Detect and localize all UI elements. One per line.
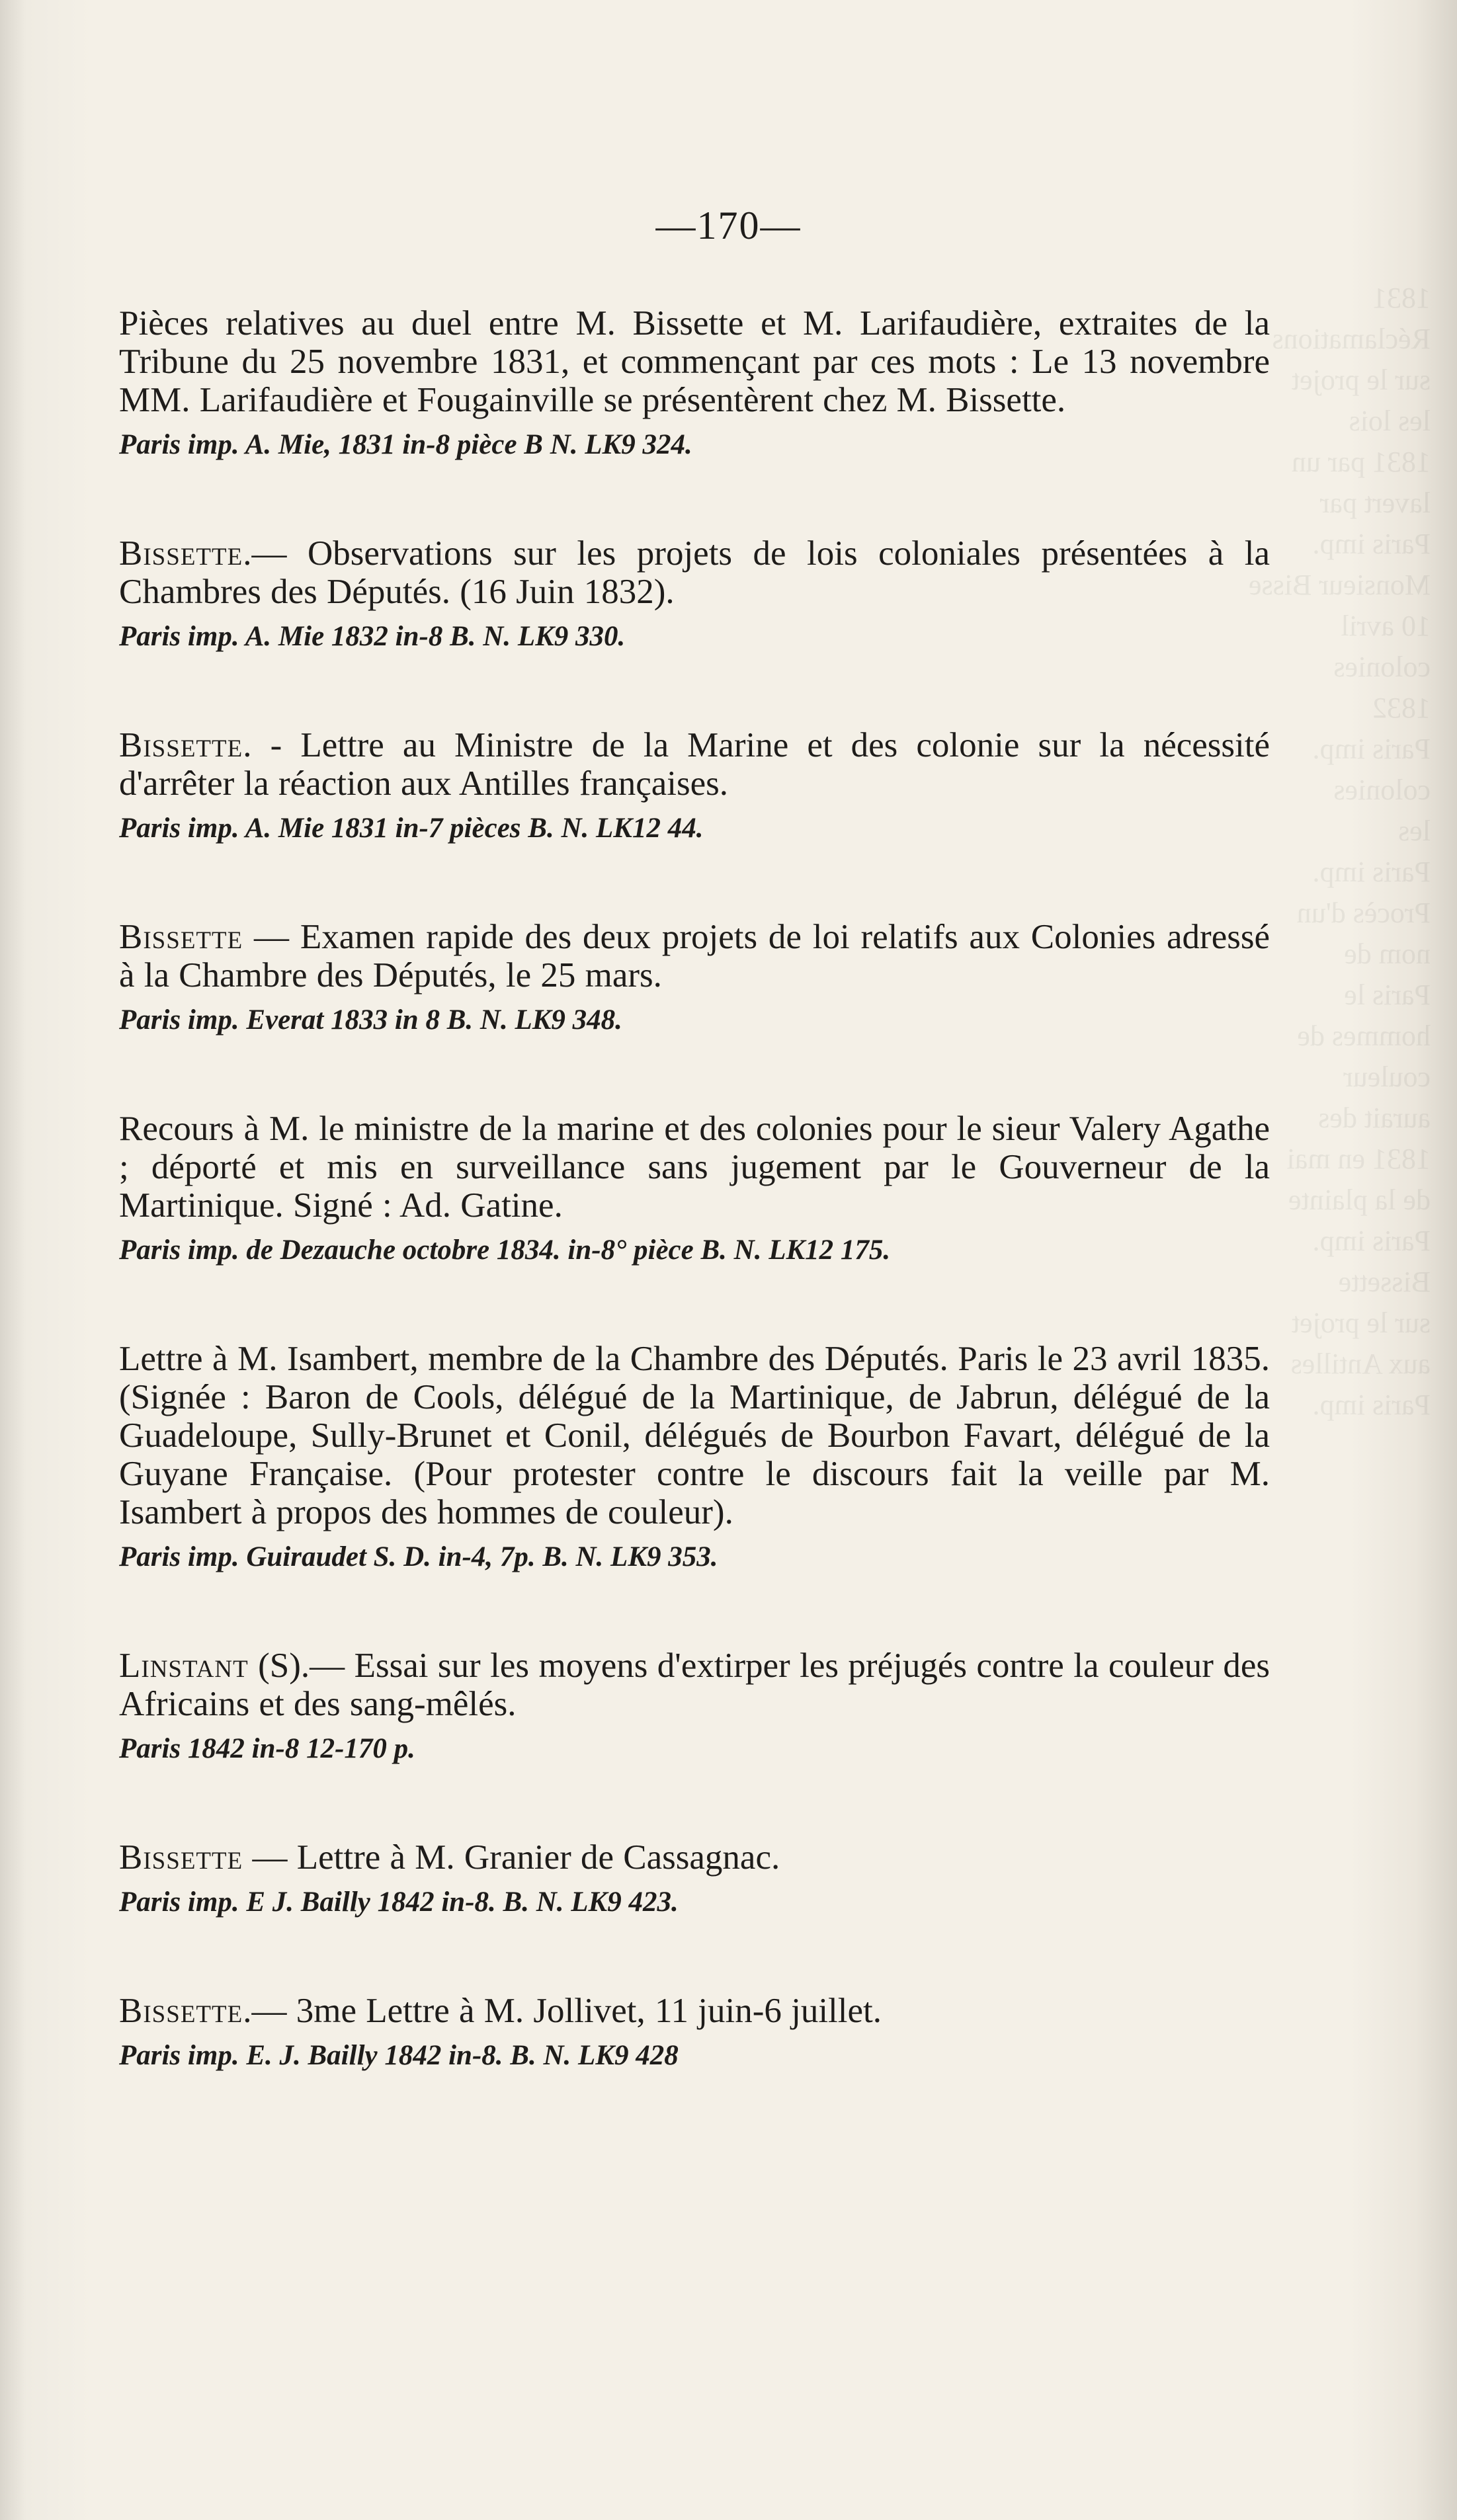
bibliography-entry [119, 304, 1270, 463]
entry-text [119, 1340, 1270, 1531]
entry-description: Lettre à M. Isambert, membre de la Chambre des Députés. Paris le 23 avril 1835. (Signée : Baron de Cools, délégué de la Martinique, de Jabrun, délégué de la Guadeloupe, Sully-Brunet et Conil, délégués de Bourbon Favart, délégué de la Guyane Française. (Pour protester contre le discours fait la veille par M. Isambert à propos des hommes de couleur). [119, 1340, 1270, 1531]
bibliography-list [119, 304, 1270, 2145]
entry-imprint: Paris imp. A. Mie 1831 in-7 pièces B. N. LK12 44. [119, 813, 704, 844]
entry-text [119, 1110, 1270, 1225]
entry-author: Bissette [119, 1838, 243, 1877]
entry-description: — Examen rapide des deux projets de loi relatifs aux Colonies adressé à la Chambre des Députés, le 25 mars. [119, 918, 1270, 995]
entry-text [119, 1992, 1270, 2030]
entry-text [119, 918, 1270, 995]
entry-text [119, 726, 1270, 803]
bibliography-entry [119, 726, 1270, 846]
entry-text [119, 1838, 1270, 1877]
entry-author: Bissette [119, 918, 243, 956]
entry-description: Recours à M. le ministre de la marine et des colonies pour le sieur Valery Agathe ; déporté et mis en surveillance sans jugement par le Gouverneur de la Martinique. Signé : Ad. Gatine. [119, 1110, 1270, 1225]
entry-imprint: Paris imp. Everat 1833 in 8 B. N. LK9 348. [119, 1004, 622, 1036]
entry-description: — Lettre à M. Granier de Cassagnac. [243, 1838, 780, 1877]
entry-author: Linstant [119, 1646, 249, 1685]
show-through-text: 1831 Réclamations sur le projet les lois 1831 par un lavert par Paris imp. Monsieur Bisse 10 avril colonies 1832 Paris imp. colonies les Paris imp. Procès d'un nom de Paris le hommes de couleur aurait des 1831 en mai de la plainte Paris imp. Bissette sur le projet aux Antilles Paris imp. [1249, 282, 1431, 1421]
entry-description: .— 3me Lettre à M. Jollivet, 11 juin-6 juillet. [243, 1992, 882, 2030]
bibliography-entry [119, 1838, 1270, 1920]
bibliography-entry [119, 1340, 1270, 1575]
entry-description: . - Lettre au Ministre de la Marine et des colonie sur la nécessité d'arrêter la réaction aux Antilles françaises. [119, 726, 1270, 803]
bibliography-entry [119, 1992, 1270, 2074]
entry-imprint: Paris imp. de Dezauche octobre 1834. in-8° pièce B. N. LK12 175. [119, 1235, 891, 1266]
entry-description: (S).— Essai sur les moyens d'extirper les préjugés contre la couleur des Africains et des sang-mêlés. [119, 1646, 1270, 1723]
entry-author: Bissette [119, 726, 243, 764]
bibliography-entry [119, 1110, 1270, 1268]
entry-text [119, 1646, 1270, 1723]
entry-imprint: Paris imp. A. Mie, 1831 in-8 pièce B N. LK9 324. [119, 429, 692, 460]
entry-author: Bissette [119, 534, 243, 573]
entry-author: Bissette [119, 1992, 243, 2030]
entry-imprint: Paris imp. E. J. Bailly 1842 in-8. B. N. LK9 428 [119, 2040, 679, 2071]
entry-description: .— Observations sur les projets de lois coloniales présentées à la Chambres des Députés. (16 Juin 1832). [119, 534, 1270, 611]
entry-text [119, 304, 1270, 419]
bibliography-entry [119, 534, 1270, 655]
entry-imprint: Paris imp. E J. Bailly 1842 in-8. B. N. LK9 423. [119, 1887, 679, 1918]
bibliography-entry [119, 918, 1270, 1038]
entry-description: Pièces relatives au duel entre M. Bissette et M. Larifaudière, extraites de la Tribune du 25 novembre 1831, et commençant par ces mots : Le 13 novembre MM. Larifaudière et Fougainville se présentèrent chez M. Bissette. [119, 304, 1270, 419]
page-number: —170— [655, 204, 802, 247]
entry-text [119, 534, 1270, 611]
entry-imprint: Paris imp. A. Mie 1832 in-8 B. N. LK9 330. [119, 621, 626, 652]
bibliography-entry [119, 1646, 1270, 1767]
entry-imprint: Paris 1842 in-8 12-170 p. [119, 1733, 415, 1764]
entry-imprint: Paris imp. Guiraudet S. D. in-4, 7p. B. N. LK9 353. [119, 1541, 718, 1572]
